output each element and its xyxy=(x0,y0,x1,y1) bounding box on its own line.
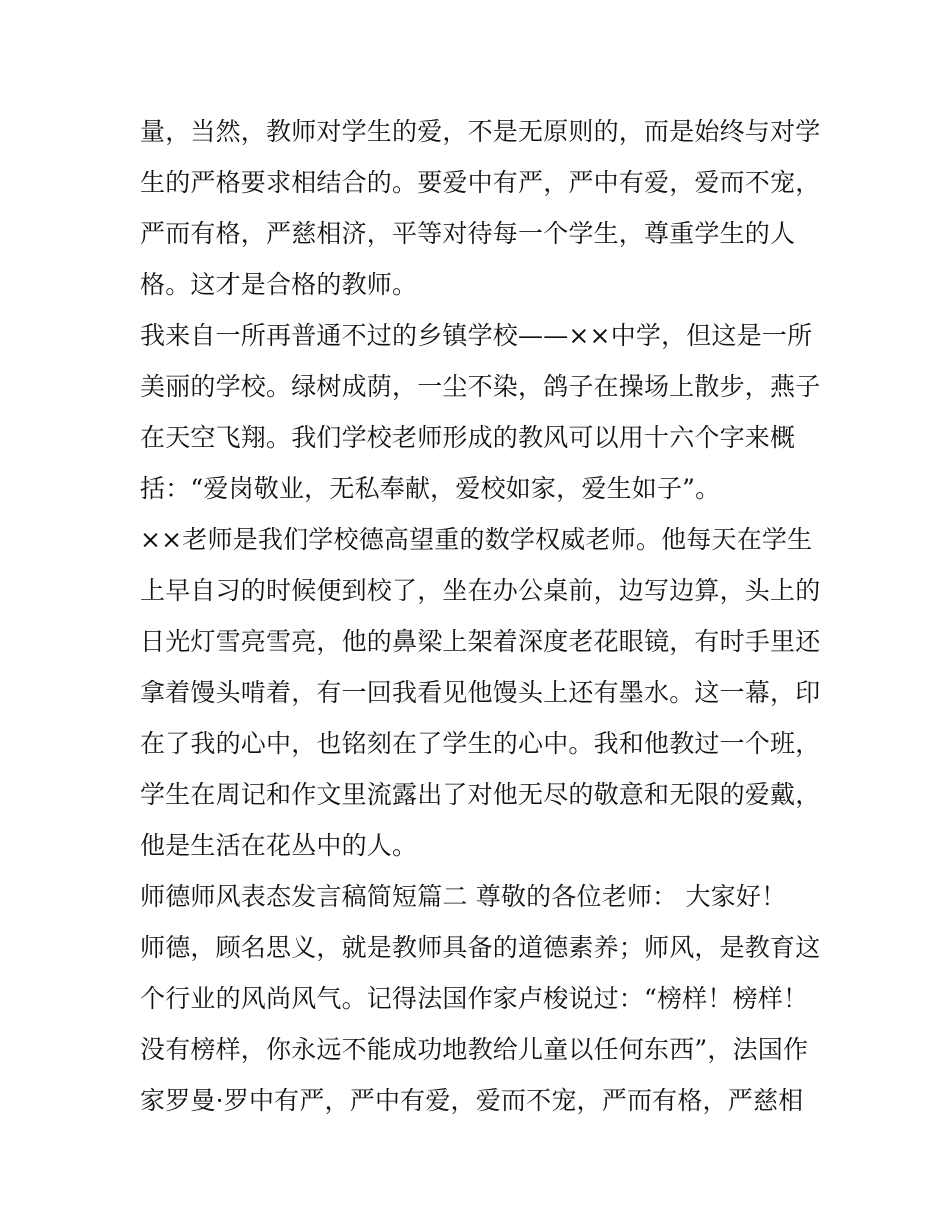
text-line: 上早自习的时候便到校了，坐在办公桌前，边写边算，头上的 xyxy=(140,576,821,605)
text-line: 学生在周记和作文里流露出了对他无尽的敬意和无限的爱戴， xyxy=(140,780,821,809)
text-line: 师德，顾名思义，就是教师具备的道德素养；师风，是教育这 xyxy=(140,933,821,962)
body-text xyxy=(140,106,820,1126)
text-line: 括：“爱岗敬业，无私奉献，爱校如家，爱生如子”。 xyxy=(140,474,721,503)
text-line: 家罗曼·罗中有严，严中有爱，爱而不宠，严而有格，严慈相 xyxy=(140,1086,804,1115)
text-line: 他是生活在花丛中的人。 xyxy=(140,831,418,860)
text-line: 生的严格要求相结合的。要爱中有严，严中有爱，爱而不宠， xyxy=(140,168,821,197)
text-line: 量，当然，教师对学生的爱，不是无原则的，而是始终与对学 xyxy=(140,117,821,146)
text-line: 在了我的心中，也铭刻在了学生的心中。我和他教过一个班， xyxy=(140,729,821,758)
text-line: 日光灯雪亮雪亮，他的鼻梁上架着深度老花眼镜，有时手里还 xyxy=(140,627,821,656)
text-line: ××老师是我们学校德高望重的数学权威老师。他每天在学生 xyxy=(140,525,813,554)
text-line: 我来自一所再普通不过的乡镇学校——××中学，但这是一所 xyxy=(140,321,813,350)
text-line: 没有榜样，你永远不能成功地教给儿童以任何东西”，法国作 xyxy=(140,1035,809,1064)
text-line: 美丽的学校。绿树成荫，一尘不染，鸽子在操场上散步，燕子 xyxy=(140,372,821,401)
text-line: 格。这才是合格的教师。 xyxy=(140,270,418,299)
section-heading: 师德师风表态发言稿简短篇二 尊敬的各位老师： 大家好！ xyxy=(140,882,787,911)
text-line: 严而有格，严慈相济，平等对待每一个学生，尊重学生的人 xyxy=(140,219,796,248)
text-line: 个行业的风尚风气。记得法国作家卢梭说过：“榜样！榜样！ xyxy=(140,984,809,1013)
text-line: 拿着馒头啃着，有一回我看见他馒头上还有墨水。这一幕，印 xyxy=(140,678,821,707)
text-line: 在天空飞翔。我们学校老师形成的教风可以用十六个字来概 xyxy=(140,423,796,452)
